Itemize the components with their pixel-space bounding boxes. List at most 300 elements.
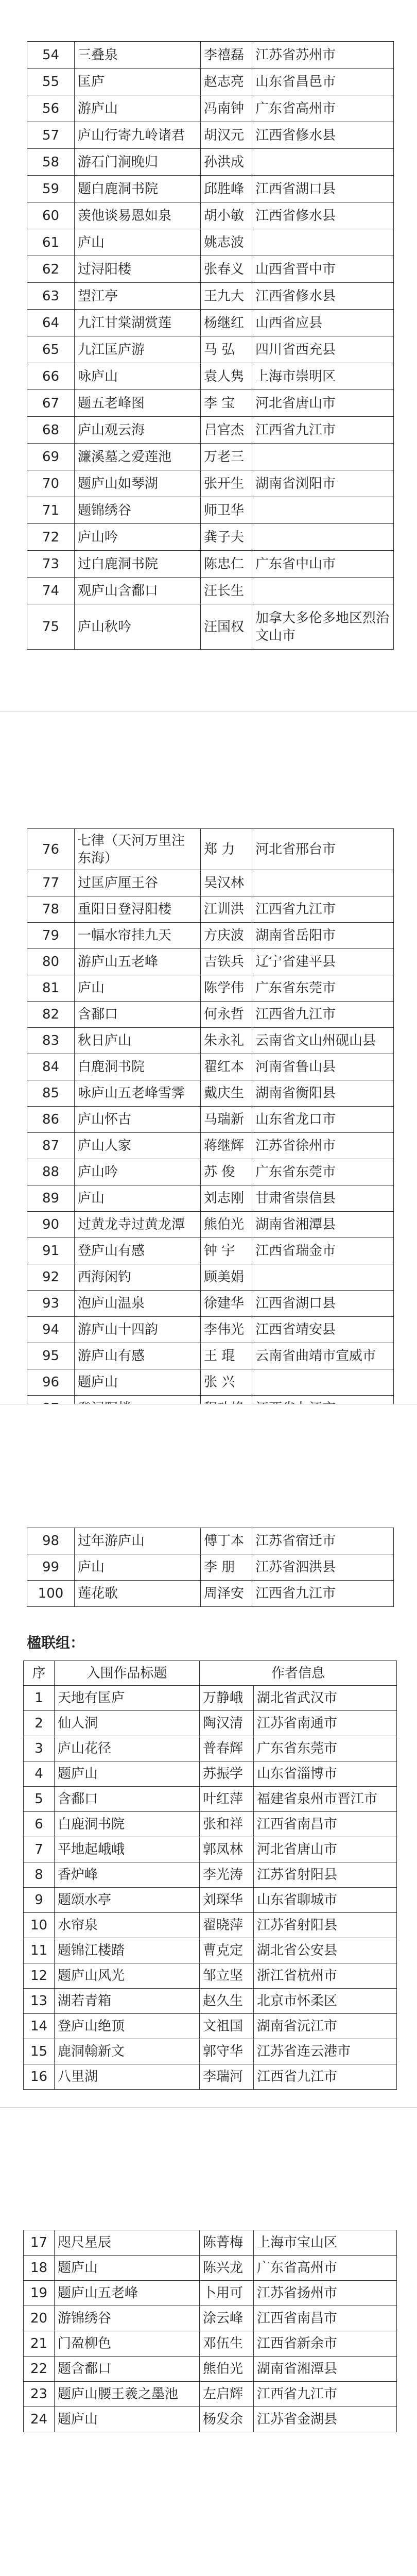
table-row bbox=[24, 1711, 397, 1736]
cell-region: 湖南省衡阳县 bbox=[252, 1080, 394, 1107]
cell-title: 莲花歌 bbox=[75, 1581, 201, 1607]
cell-region: 湖北省公安县 bbox=[254, 1938, 397, 1963]
cell-no: 65 bbox=[27, 336, 75, 363]
cell-region: 湖南省浏阳市 bbox=[252, 470, 394, 497]
table-row bbox=[24, 2331, 397, 2357]
table-row bbox=[27, 69, 394, 95]
cell-author: 邱胜峰 bbox=[201, 176, 252, 202]
table-row bbox=[24, 2256, 397, 2281]
cell-no: 94 bbox=[27, 1317, 75, 1343]
cell-region: 江苏省金湖县 bbox=[254, 2407, 397, 2432]
cell-author: 钟 宇 bbox=[201, 1238, 252, 1264]
cell-no: 21 bbox=[24, 2331, 55, 2357]
cell-author: 胡小敏 bbox=[201, 202, 252, 229]
cell-author: 翟晓萍 bbox=[200, 1913, 254, 1938]
table-row bbox=[27, 1185, 394, 1212]
cell-no: 75 bbox=[27, 604, 75, 650]
cell-author: 熊伯光 bbox=[201, 1212, 252, 1238]
cell-region: 广东省东莞市 bbox=[252, 1159, 394, 1185]
cell-title: 含鄱口 bbox=[75, 1002, 201, 1028]
table-row bbox=[24, 1938, 397, 1963]
cell-no: 10 bbox=[24, 1913, 55, 1938]
cell-no: 85 bbox=[27, 1080, 75, 1107]
table-row bbox=[24, 1812, 397, 1837]
poems-table-part2 bbox=[27, 828, 394, 1422]
cell-title: 庐山吟 bbox=[75, 524, 201, 551]
poems-table-part1 bbox=[27, 41, 394, 650]
cell-region bbox=[252, 444, 394, 470]
cell-region: 江西省九江市 bbox=[252, 1581, 394, 1607]
cell-title: 题庐山 bbox=[55, 2256, 200, 2281]
page-segment-2 bbox=[0, 711, 417, 1404]
cell-title: 庐山花径 bbox=[55, 1736, 200, 1761]
cell-author: 郭凤林 bbox=[200, 1837, 254, 1862]
cell-no: 62 bbox=[27, 256, 75, 283]
cell-title: 庐山观云海 bbox=[75, 417, 201, 444]
cell-title: 题庐山 bbox=[55, 2407, 200, 2432]
table-row bbox=[27, 363, 394, 390]
header-no: 序 bbox=[24, 1661, 55, 1686]
cell-region: 河北省唐山市 bbox=[252, 390, 394, 417]
cell-author: 赵久生 bbox=[200, 1989, 254, 2014]
cell-title: 游庐山十四韵 bbox=[75, 1317, 201, 1343]
table-row bbox=[27, 444, 394, 470]
cell-no: 96 bbox=[27, 1369, 75, 1396]
table-row bbox=[24, 1888, 397, 1913]
cell-author: 冯南钟 bbox=[201, 95, 252, 122]
cell-region: 江西省修水县 bbox=[252, 122, 394, 149]
cell-title: 三叠泉 bbox=[75, 42, 201, 69]
cell-author: 陶汉清 bbox=[200, 1711, 254, 1736]
cell-title: 一幅水帘挂九天 bbox=[75, 923, 201, 949]
cell-author: 马 弘 bbox=[201, 336, 252, 363]
cell-title: 望江亭 bbox=[75, 283, 201, 310]
table-row bbox=[27, 122, 394, 149]
cell-title: 香炉峰 bbox=[55, 1862, 200, 1888]
cell-region bbox=[252, 149, 394, 176]
cell-author: 李 宝 bbox=[201, 390, 252, 417]
table-row bbox=[27, 1238, 394, 1264]
cell-no: 83 bbox=[27, 1028, 75, 1054]
cell-region: 湖南省岳阳市 bbox=[252, 923, 394, 949]
cell-author: 陈兴龙 bbox=[200, 2256, 254, 2281]
cell-region: 广东省高州市 bbox=[254, 2256, 397, 2281]
cell-no: 79 bbox=[27, 923, 75, 949]
cell-author: 郭守华 bbox=[200, 2039, 254, 2064]
cell-title: 过白鹿洞书院 bbox=[75, 551, 201, 578]
cell-region bbox=[252, 870, 394, 896]
cell-region: 云南省曲靖市宣威市 bbox=[252, 1343, 394, 1369]
table-row bbox=[27, 95, 394, 122]
cell-region: 江西省九江市 bbox=[252, 896, 394, 923]
cell-author: 李瑞河 bbox=[200, 2064, 254, 2090]
cell-title: 观庐山含鄱口 bbox=[75, 578, 201, 604]
table-row bbox=[24, 1837, 397, 1862]
cell-no: 6 bbox=[24, 1812, 55, 1837]
cell-region: 河北省邢台市 bbox=[252, 829, 394, 870]
cell-no: 55 bbox=[27, 69, 75, 95]
cell-no: 77 bbox=[27, 870, 75, 896]
cell-author: 李 朋 bbox=[201, 1554, 252, 1581]
table-row bbox=[24, 1787, 397, 1812]
cell-author: 陈菁梅 bbox=[200, 2230, 254, 2256]
table-row bbox=[27, 283, 394, 310]
cell-title: 题颂水亭 bbox=[55, 1888, 200, 1913]
cell-author: 傅丁本 bbox=[201, 1528, 252, 1554]
cell-no: 19 bbox=[24, 2281, 55, 2306]
cell-no: 3 bbox=[24, 1736, 55, 1761]
cell-no: 1 bbox=[24, 1686, 55, 1711]
cell-author: 万静峨 bbox=[200, 1686, 254, 1711]
cell-title: 题庐山腰王羲之墨池 bbox=[55, 2382, 200, 2407]
cell-region: 江苏省南通市 bbox=[254, 1711, 397, 1736]
cell-author: 刘琛华 bbox=[200, 1888, 254, 1913]
cell-title: 过浔阳楼 bbox=[75, 256, 201, 283]
table-row bbox=[27, 1002, 394, 1028]
cell-region: 云南省文山州砚山县 bbox=[252, 1028, 394, 1054]
cell-no: 98 bbox=[27, 1528, 75, 1554]
cell-region bbox=[252, 497, 394, 524]
page-segment-1 bbox=[0, 0, 417, 711]
table-row bbox=[24, 1736, 397, 1761]
page-segment-4 bbox=[0, 2107, 417, 2576]
cell-title: 鹿洞翰新文 bbox=[55, 2039, 200, 2064]
cell-region: 江西省九江市 bbox=[252, 417, 394, 444]
cell-author: 郑 力 bbox=[201, 829, 252, 870]
cell-no: 64 bbox=[27, 310, 75, 336]
cell-no: 86 bbox=[27, 1107, 75, 1133]
cell-no: 99 bbox=[27, 1554, 75, 1581]
cell-no: 66 bbox=[27, 363, 75, 390]
cell-no: 57 bbox=[27, 122, 75, 149]
cell-author: 李光涛 bbox=[200, 1862, 254, 1888]
cell-region: 广东省东莞市 bbox=[252, 975, 394, 1002]
cell-author: 左启辉 bbox=[200, 2382, 254, 2407]
cell-author: 苏 俊 bbox=[201, 1159, 252, 1185]
cell-region: 江西省九江市 bbox=[252, 1002, 394, 1028]
table-row bbox=[24, 1963, 397, 1989]
cell-no: 91 bbox=[27, 1238, 75, 1264]
cell-region bbox=[252, 578, 394, 604]
cell-author: 徐建华 bbox=[201, 1291, 252, 1317]
cell-author: 袁人隽 bbox=[201, 363, 252, 390]
cell-author: 吉铁兵 bbox=[201, 949, 252, 975]
cell-title: 秋日庐山 bbox=[75, 1028, 201, 1054]
cell-title: 题含鄱口 bbox=[55, 2357, 200, 2382]
cell-title: 羡他谈易恩如泉 bbox=[75, 202, 201, 229]
cell-author: 邹立坚 bbox=[200, 1963, 254, 1989]
cell-title: 天地有匡庐 bbox=[55, 1686, 200, 1711]
table-row bbox=[24, 2014, 397, 2039]
cell-title: 过匡庐厘王谷 bbox=[75, 870, 201, 896]
cell-region: 江苏省宿迁市 bbox=[252, 1528, 394, 1554]
cell-no: 63 bbox=[27, 283, 75, 310]
cell-title: 登庐山绝顶 bbox=[55, 2014, 200, 2039]
cell-region: 江苏省连云港市 bbox=[254, 2039, 397, 2064]
table-row bbox=[24, 2357, 397, 2382]
cell-title: 白鹿洞书院 bbox=[55, 1812, 200, 1837]
cell-author: 翟红本 bbox=[201, 1054, 252, 1080]
cell-no: 16 bbox=[24, 2064, 55, 2090]
cell-author: 张开生 bbox=[201, 470, 252, 497]
cell-title: 题庐山如琴湖 bbox=[75, 470, 201, 497]
cell-title: 白鹿洞书院 bbox=[75, 1054, 201, 1080]
table-row bbox=[27, 310, 394, 336]
cell-no: 67 bbox=[27, 390, 75, 417]
cell-region: 浙江省杭州市 bbox=[254, 1963, 397, 1989]
cell-region: 上海市宝山区 bbox=[254, 2230, 397, 2256]
cell-title: 题庐山五老峰 bbox=[55, 2281, 200, 2306]
cell-title: 庐山 bbox=[75, 1554, 201, 1581]
cell-no: 76 bbox=[27, 829, 75, 870]
cell-author: 文祖国 bbox=[200, 2014, 254, 2039]
cell-region: 江西省瑞金市 bbox=[252, 1238, 394, 1264]
table-row bbox=[27, 1369, 394, 1396]
cell-author: 王九大 bbox=[201, 283, 252, 310]
cell-no: 5 bbox=[24, 1787, 55, 1812]
table-row bbox=[27, 390, 394, 417]
cell-no: 23 bbox=[24, 2382, 55, 2407]
cell-author: 胡汉元 bbox=[201, 122, 252, 149]
table-row bbox=[27, 1133, 394, 1159]
cell-author: 顾美娟 bbox=[201, 1264, 252, 1291]
cell-author: 龚子夫 bbox=[201, 524, 252, 551]
table-row bbox=[27, 1159, 394, 1185]
cell-no: 95 bbox=[27, 1343, 75, 1369]
cell-no: 68 bbox=[27, 417, 75, 444]
table-row bbox=[27, 336, 394, 363]
table-row bbox=[24, 1913, 397, 1938]
table-row bbox=[27, 42, 394, 69]
table-row bbox=[27, 1028, 394, 1054]
table-row bbox=[27, 1581, 394, 1607]
cell-no: 14 bbox=[24, 2014, 55, 2039]
cell-title: 题锦绣谷 bbox=[75, 497, 201, 524]
table-row bbox=[27, 1343, 394, 1369]
cell-title: 题锦江楼踏 bbox=[55, 1938, 200, 1963]
cell-region: 江西省新余市 bbox=[254, 2331, 397, 2357]
table-row bbox=[27, 604, 394, 650]
cell-region: 湖南省湘潭县 bbox=[252, 1212, 394, 1238]
cell-author: 吕官杰 bbox=[201, 417, 252, 444]
cell-no: 72 bbox=[27, 524, 75, 551]
cell-region: 上海市崇明区 bbox=[252, 363, 394, 390]
cell-no: 7 bbox=[24, 1837, 55, 1862]
cell-region: 甘肃省崇信县 bbox=[252, 1185, 394, 1212]
header-author: 作者信息 bbox=[200, 1661, 397, 1686]
cell-no: 58 bbox=[27, 149, 75, 176]
cell-author: 普春辉 bbox=[200, 1736, 254, 1761]
cell-title: 庐山吟 bbox=[75, 1159, 201, 1185]
cell-no: 90 bbox=[27, 1212, 75, 1238]
cell-author: 叶红萍 bbox=[200, 1787, 254, 1812]
cell-author: 陈学伟 bbox=[201, 975, 252, 1002]
poems-table-part3 bbox=[27, 1528, 394, 1607]
cell-no: 11 bbox=[24, 1938, 55, 1963]
cell-title: 门盈柳色 bbox=[55, 2331, 200, 2357]
cell-region: 福建省泉州市晋江市 bbox=[254, 1787, 397, 1812]
cell-title: 题庐山 bbox=[75, 1369, 201, 1396]
cell-no: 24 bbox=[24, 2407, 55, 2432]
table-row bbox=[27, 202, 394, 229]
cell-author: 朱永礼 bbox=[201, 1028, 252, 1054]
cell-title: 重阳日登浔阳楼 bbox=[75, 896, 201, 923]
table-row bbox=[27, 551, 394, 578]
cell-region: 江苏省射阳县 bbox=[254, 1862, 397, 1888]
cell-region: 北京市怀柔区 bbox=[254, 1989, 397, 2014]
cell-title: 过年游庐山 bbox=[75, 1528, 201, 1554]
cell-author: 汪长生 bbox=[201, 578, 252, 604]
header-title: 入围作品标题 bbox=[55, 1661, 200, 1686]
cell-region: 河北省唐山市 bbox=[254, 1837, 397, 1862]
cell-region: 湖北省武汉市 bbox=[254, 1686, 397, 1711]
cell-region: 山东省淄博市 bbox=[254, 1761, 397, 1787]
cell-no: 17 bbox=[24, 2230, 55, 2256]
cell-title: 题庐山风光 bbox=[55, 1963, 200, 1989]
cell-no: 13 bbox=[24, 1989, 55, 2014]
table-row bbox=[27, 229, 394, 256]
table-row bbox=[24, 1686, 397, 1711]
cell-title: 游庐山有感 bbox=[75, 1343, 201, 1369]
cell-title: 登庐山有感 bbox=[75, 1238, 201, 1264]
cell-title: 过黄龙寺过黄龙潭 bbox=[75, 1212, 201, 1238]
cell-region: 江苏省扬州市 bbox=[254, 2281, 397, 2306]
cell-author: 师卫华 bbox=[201, 497, 252, 524]
cell-author: 戴庆生 bbox=[201, 1080, 252, 1107]
cell-author: 周泽安 bbox=[201, 1581, 252, 1607]
cell-title: 九江甘棠湖赏莲 bbox=[75, 310, 201, 336]
cell-title: 咏庐山五老峰雪霁 bbox=[75, 1080, 201, 1107]
table-row bbox=[24, 2306, 397, 2331]
table-row bbox=[27, 975, 394, 1002]
cell-title: 庐山怀古 bbox=[75, 1107, 201, 1133]
cell-no: 73 bbox=[27, 551, 75, 578]
cell-region: 山东省昌邑市 bbox=[252, 69, 394, 95]
cell-region: 辽宁省建平县 bbox=[252, 949, 394, 975]
table-row bbox=[24, 1761, 397, 1787]
cell-no: 87 bbox=[27, 1133, 75, 1159]
table-row bbox=[24, 2382, 397, 2407]
table-row bbox=[27, 1080, 394, 1107]
table-row bbox=[27, 1212, 394, 1238]
table-row bbox=[27, 896, 394, 923]
cell-no: 2 bbox=[24, 1711, 55, 1736]
cell-author: 卜用可 bbox=[200, 2281, 254, 2306]
cell-author: 陈忠仁 bbox=[201, 551, 252, 578]
table-row bbox=[24, 2281, 397, 2306]
cell-region: 广东省东莞市 bbox=[254, 1736, 397, 1761]
cell-author: 邓伍生 bbox=[200, 2331, 254, 2357]
table-row bbox=[27, 1054, 394, 1080]
table-row bbox=[24, 1862, 397, 1888]
cell-author: 吴汉林 bbox=[201, 870, 252, 896]
cell-title: 仙人洞 bbox=[55, 1711, 200, 1736]
cell-author: 汪国权 bbox=[201, 604, 252, 650]
table-row bbox=[27, 524, 394, 551]
cell-region: 江苏省泗洪县 bbox=[252, 1554, 394, 1581]
cell-title: 濂溪墓之爱莲池 bbox=[75, 444, 201, 470]
table-row bbox=[27, 1528, 394, 1554]
cell-no: 93 bbox=[27, 1291, 75, 1317]
cell-title: 咏庐山 bbox=[75, 363, 201, 390]
cell-no: 59 bbox=[27, 176, 75, 202]
table-row bbox=[27, 1554, 394, 1581]
cell-title: 游庐山 bbox=[75, 95, 201, 122]
cell-no: 80 bbox=[27, 949, 75, 975]
cell-region: 广东省高州市 bbox=[252, 95, 394, 122]
cell-region: 山东省聊城市 bbox=[254, 1888, 397, 1913]
cell-region bbox=[252, 229, 394, 256]
cell-author: 李禧磊 bbox=[201, 42, 252, 69]
table-row bbox=[27, 949, 394, 975]
cell-no: 8 bbox=[24, 1862, 55, 1888]
cell-title: 咫尺星辰 bbox=[55, 2230, 200, 2256]
table-row bbox=[27, 870, 394, 896]
cell-no: 56 bbox=[27, 95, 75, 122]
table-row bbox=[27, 1264, 394, 1291]
cell-title: 庐山行寄九岭诸君 bbox=[75, 122, 201, 149]
cell-no: 22 bbox=[24, 2357, 55, 2382]
cell-no: 54 bbox=[27, 42, 75, 69]
cell-no: 70 bbox=[27, 470, 75, 497]
couplet-table-part2 bbox=[23, 2230, 397, 2432]
cell-author: 张春义 bbox=[201, 256, 252, 283]
cell-title: 平地起峨峨 bbox=[55, 1837, 200, 1862]
cell-title: 匡庐 bbox=[75, 69, 201, 95]
cell-author: 马瑞新 bbox=[201, 1107, 252, 1133]
cell-region: 江西省靖安县 bbox=[252, 1317, 394, 1343]
cell-title: 西海闲钓 bbox=[75, 1264, 201, 1291]
cell-no: 84 bbox=[27, 1054, 75, 1080]
cell-region bbox=[252, 524, 394, 551]
cell-title: 庐山 bbox=[75, 1185, 201, 1212]
cell-no: 69 bbox=[27, 444, 75, 470]
cell-region: 江西省九江市 bbox=[254, 2382, 397, 2407]
cell-no: 4 bbox=[24, 1761, 55, 1787]
cell-region: 山西省应县 bbox=[252, 310, 394, 336]
cell-region: 河南省鲁山县 bbox=[252, 1054, 394, 1080]
cell-region: 湖南省湘潭县 bbox=[254, 2357, 397, 2382]
cell-author: 熊伯光 bbox=[200, 2357, 254, 2382]
cell-author: 杨继红 bbox=[201, 310, 252, 336]
cell-title: 题五老峰图 bbox=[75, 390, 201, 417]
cell-no: 9 bbox=[24, 1888, 55, 1913]
cell-title: 九江匡庐游 bbox=[75, 336, 201, 363]
cell-no: 100 bbox=[27, 1581, 75, 1607]
table-row bbox=[27, 256, 394, 283]
cell-author: 蒋继辉 bbox=[201, 1133, 252, 1159]
cell-title: 游锦绣谷 bbox=[55, 2306, 200, 2331]
cell-region bbox=[252, 1264, 394, 1291]
cell-no: 12 bbox=[24, 1963, 55, 1989]
cell-title: 游石门涧晚归 bbox=[75, 149, 201, 176]
cell-title: 湖若青箱 bbox=[55, 1989, 200, 2014]
table-row bbox=[27, 417, 394, 444]
cell-title: 庐山 bbox=[75, 975, 201, 1002]
couplet-header-row bbox=[24, 1661, 397, 1686]
cell-no: 78 bbox=[27, 896, 75, 923]
table-row bbox=[24, 2039, 397, 2064]
cell-region: 江西省九江市 bbox=[254, 2064, 397, 2090]
cell-region: 江苏省徐州市 bbox=[252, 1133, 394, 1159]
cell-region: 江西省修水县 bbox=[252, 202, 394, 229]
table-row bbox=[27, 923, 394, 949]
cell-no: 60 bbox=[27, 202, 75, 229]
couplet-table-part1 bbox=[23, 1660, 397, 2090]
table-row bbox=[27, 497, 394, 524]
cell-region: 加拿大多伦多地区烈治文山市 bbox=[252, 604, 394, 650]
cell-author: 赵志亮 bbox=[201, 69, 252, 95]
